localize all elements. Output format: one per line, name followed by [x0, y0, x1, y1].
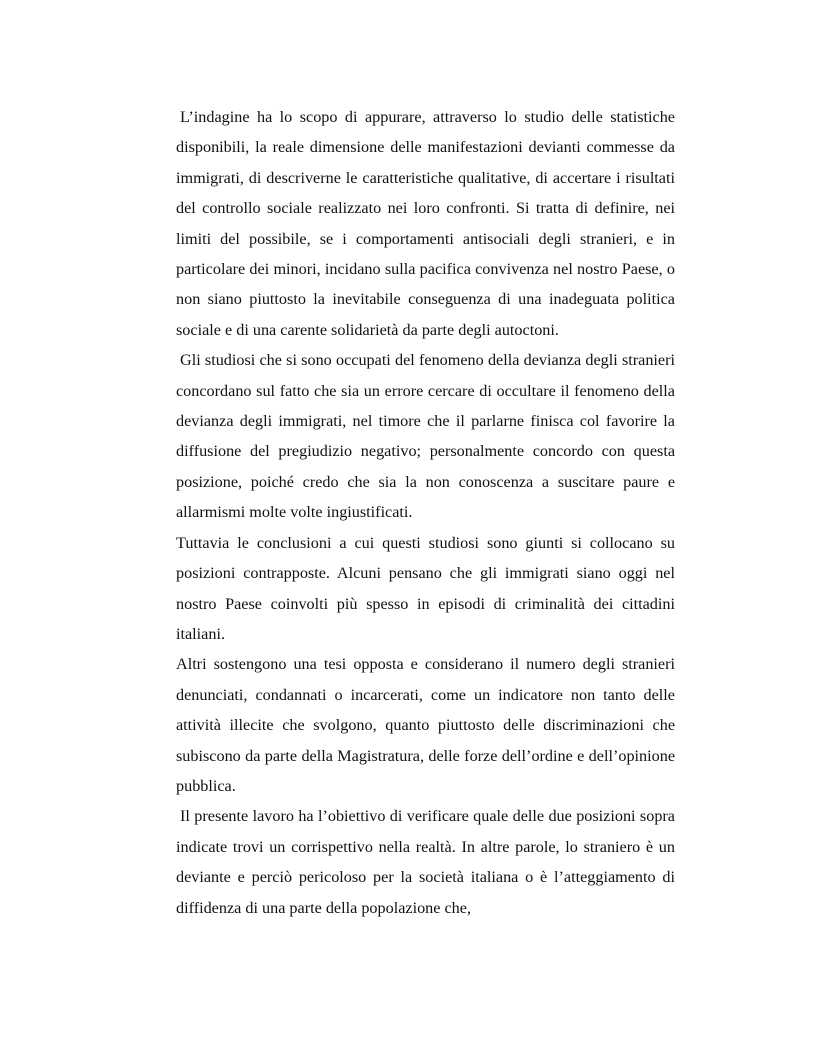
paragraph-5: Il presente lavoro ha l’obiettivo di verificare quale delle due posizioni sopra indicate trovi un corrispettivo nella realtà. In altre parole, lo straniero è un deviante e perciò pericoloso per la società italiana o è l’atteggiamento di diffidenza di una parte della popolazione che, [176, 807, 675, 917]
paragraph-3: Tuttavia le conclusioni a cui questi studiosi sono giunti si collocano su posizioni contrapposte. Alcuni pensano che gli immigrati siano oggi nel nostro Paese coinvolti più spesso in episodi di criminalità dei cittadini italiani. [176, 533, 675, 643]
paragraph-2: Gli studiosi che si sono occupati del fenomeno della devianza degli stranieri concordano sul fatto che sia un errore cercare di occultare il fenomeno della devianza degli immigrati, nel timore che il parlarne finisca col favorire la diffusione del pregiudizio negativo; personalmente concordo con questa posizione, poiché credo che sia la non conoscenza a suscitare paure e allarmismi molte volte ingiustificati. [176, 351, 675, 522]
paragraph-4: Altri sostengono una tesi opposta e considerano il numero degli stranieri denunciati, condannati o incarcerati, come un indicatore non tanto delle attività illecite che svolgono, quanto piuttosto delle discriminazioni che subiscono da parte della Magistratura, delle forze dell’ordine e dell’opinione pubblica. [176, 655, 675, 795]
document-page [176, 102, 675, 923]
paragraph-1: L’indagine ha lo scopo di appurare, attraverso lo studio delle statistiche disponibili, la reale dimensione delle manifestazioni devianti commesse da immigrati, di descriverne le caratteristiche qualitative, di accertare i risultati del controllo sociale realizzato nei loro confronti. Si tratta di definire, nei limiti del possibile, se i comportamenti antisociali degli stranieri, e in particolare dei minori, incidano sulla pacifica convivenza nel nostro Paese, o non siano piuttosto la inevitabile conseguenza di una inadeguata politica sociale e di una carente solidarietà da parte degli autoctoni. [176, 108, 675, 339]
